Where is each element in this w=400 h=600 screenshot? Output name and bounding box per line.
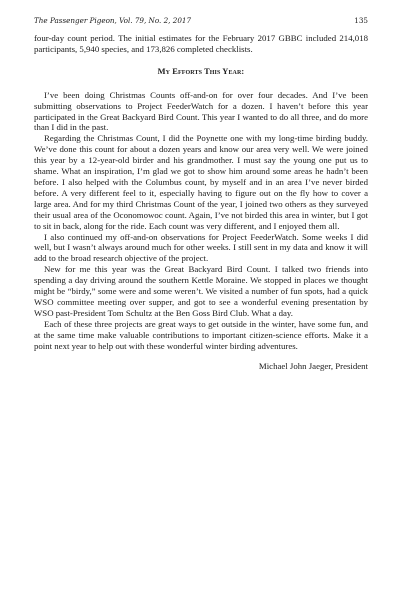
intro-paragraph: four-day count period. The initial estimates for the February 2017 GBBC included 214,018 participants, 5,940 species, and 173,826 completed checklists. [34, 33, 368, 54]
paragraph-3: I also continued my off-and-on observations for Project FeederWatch. Some weeks I did well, but I wasn’t always around much for other weeks. I still sent in my data and know it will add to the broad research objective of the project. [34, 231, 368, 264]
journal-citation: The Passenger Pigeon, Vol. 79, No. 2, 2017 [34, 16, 192, 25]
document-page [34, 16, 368, 372]
page-number: 135 [354, 16, 368, 25]
paragraph-1: I’ve been doing Christmas Counts off-and-on for over four decades. And I’ve been submitting observations to Project FeederWatch for a dozen. I haven’t before this year participated in the Great Backyard Bird Count. This year I wanted to do all three, and do more than I did in the past. [34, 89, 368, 133]
paragraph-4: New for me this year was the Great Backyard Bird Count. I talked two friends into spending a day driving around the southern Kettle Moraine. We stopped in places we thought might be “birdy,” some were and some weren’t. We visited a number of fun spots, had a quick WSO committee meeting over supper, and got to see a wonderful evening presentation by WSO past-President Tom Schultz at the Ben Goss Bird Club. What a day. [34, 264, 368, 318]
section-heading: My Efforts This Year: [157, 66, 245, 76]
signature: Michael John Jaeger, President [258, 361, 368, 372]
article-body [34, 33, 368, 351]
paragraph-2: Regarding the Christmas Count, I did the Poynette one with my long-time birding buddy. We’ve done this count for about a dozen years and know our area very well. We were joined this year by a 12-year-old birder and his grandmother. I must say the young one put us to shame. What an inspiration, I’m glad we got to show him around some areas he hadn’t been before. I also helped with the Columbus count, by myself and in an area I’ve never birded before. A very different feel to it, especially having to figure out on the fly how to cover a large area. And for my third Christmas Count of the year, I joined two others as they surveyed their usual area of the Oconomowoc count. Again, I’ve not birded this area in winter, but I got to sit in back, along for the ride. Each count was very different, and I enjoyed them all. [34, 133, 368, 231]
paragraph-5: Each of these three projects are great ways to get outside in the winter, have some fun, and at the same time make valuable contributions to important citizen-science efforts. Make it a point next year to help out with these wonderful winter birding adventures. [34, 318, 368, 351]
running-head [34, 16, 368, 25]
